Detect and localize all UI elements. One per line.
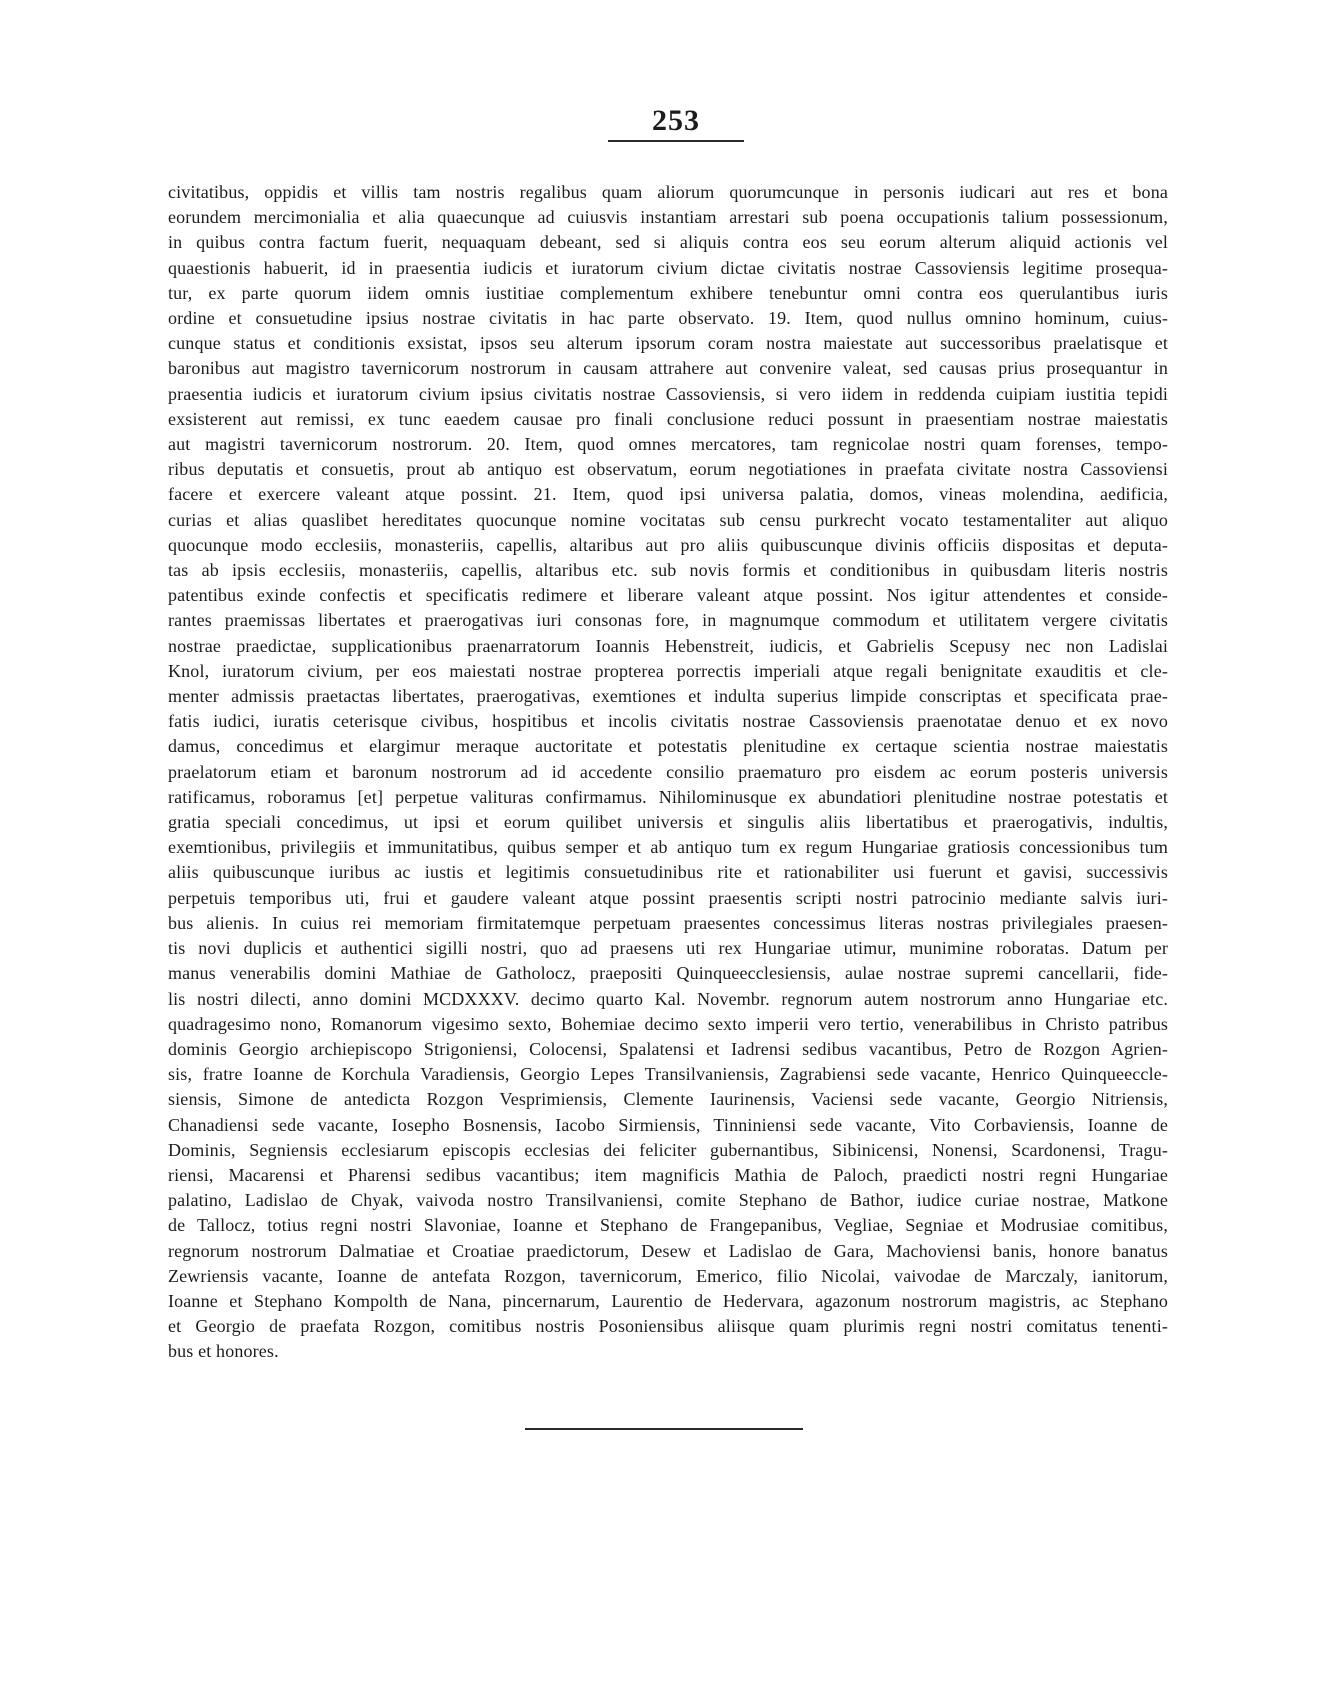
text-line: Zewriensis vacante, Ioanne de antefata Rozgon, tavernicorum, Emerico, filio Nicolai, vaivodae de Marczaly, ianitorum, bbox=[168, 1265, 1168, 1286]
text-line: riensi, Macarensi et Pharensi sedibus vacantibus; item magnificis Mathia de Paloch, praedicti nostri regni Hungariae bbox=[168, 1164, 1168, 1185]
text-line: civitatibus, oppidis et villis tam nostris regalibus quam aliorum quorumcunque in personis iudicari aut res et bona bbox=[168, 182, 1168, 202]
text-line: dominis Georgio archiepiscopo Strigoniensi, Colocensi, Spalatensi et Iadrensi sedibus vacantibus, Petro de Rozgon Agrien- bbox=[168, 1038, 1168, 1059]
closing-rule bbox=[525, 1428, 803, 1430]
text-line: eorundem mercimonialia et alia quaecunque ad cuiusvis instantiam arrestari sub poena occupationis talium possessionum, bbox=[168, 207, 1168, 228]
text-line: regnorum nostrorum Dalmatiae et Croatiae praedictorum, Desew et Ladislao de Gara, Machoviensi banis, honore banatus bbox=[168, 1240, 1168, 1261]
text-line: quocunque modo ecclesiis, monasteriis, capellis, altaribus aut pro aliis quibuscunque divinis officiis dispositas et deputa- bbox=[168, 534, 1168, 555]
page-number: 253 bbox=[652, 104, 700, 137]
text-line: Knol, iuratorum civium, per eos maiestati nostrae propterea porrectis imperiali atque regali benignitate exauditis et cle- bbox=[168, 660, 1168, 681]
text-line: tis novi duplicis et authentici sigilli nostri, quo ad praesens uti rex Hungariae utimur, munimine roboratas. Datum per bbox=[168, 938, 1168, 959]
text-line: tur, ex parte quorum iidem omnis iustitiae complementum exhibere tenebuntur omni contra eos querulantibus iuris bbox=[168, 282, 1168, 303]
text-line: tas ab ipsis ecclesiis, monasteriis, capellis, altaribus etc. sub novis formis et conditionibus in quibusdam literis nostris bbox=[168, 560, 1168, 581]
text-line: sis, fratre Ioanne de Korchula Varadiensis, Georgio Lepes Transilvaniensis, Zagrabiensi sede vacante, Henrico Quinqueeccle- bbox=[168, 1064, 1168, 1085]
text-line: quadragesimo nono, Romanorum vigesimo sexto, Bohemiae decimo sexto imperii vero tertio, venerabilibus in Christo patribus bbox=[168, 1013, 1168, 1034]
text-line: bus et honores. bbox=[168, 1341, 279, 1362]
text-line: baronibus aut magistro tavernicorum nostrorum in causam attrahere aut convenire valeat, sed causas prius prosequantur in bbox=[168, 358, 1168, 379]
text-line: praesentia iudicis et iuratorum civium ipsius civitatis nostrae Cassoviensis, si vero iidem in reddenda cuipiam iustitia tepidi bbox=[168, 383, 1168, 404]
text-line: cunque status et conditionis exsistat, ipsos seu alterum ipsorum coram nostra maiestate aut successoribus praelatisque et bbox=[168, 333, 1168, 354]
text-line: ribus deputatis et consuetis, prout ab antiquo est observatum, eorum negotiationes in praefata civitate nostra Cassoviensi bbox=[168, 459, 1168, 480]
text-line: bus alienis. In cuius rei memoriam firmitatemque perpetuam praesentes concessimus literas nostras privilegiales praesen- bbox=[168, 912, 1168, 933]
text-line: ratificamus, roboramus [et] perpetue valituras confirmamus. Nihilominusque ex abundatiori plenitudine nostrae potestatis et bbox=[168, 786, 1168, 807]
text-line: ordine et consuetudine ipsius nostrae civitatis in hac parte observato. 19. Item, quod nullus omnino hominum, cuius- bbox=[168, 308, 1168, 329]
text-line: facere et exercere valeant atque possint. 21. Item, quod ipsi universa palatia, domos, vineas molendina, aedificia, bbox=[168, 484, 1168, 505]
text-line: fatis iudici, iuratis ceterisque civibus, hospitibus et incolis civitatis nostrae Cassoviensis praenotatae denuo et ex novo bbox=[168, 711, 1168, 732]
text-line: Chanadiensi sede vacante, Iosepho Bosnensis, Iacobo Sirmiensis, Tinniniensi sede vacante, Vito Corbaviensis, Ioanne de bbox=[168, 1114, 1168, 1135]
text-line: nostrae praedictae, supplicationibus praenarratorum Ioannis Hebenstreit, iudicis, et Gabrielis Scepusy nec non Ladislai bbox=[168, 635, 1168, 656]
text-line: de Tallocz, totius regni nostri Slavoniae, Ioanne et Stephano de Frangepanibus, Vegliae, Segniae et Modrusiae comitibus, bbox=[168, 1215, 1168, 1236]
text-line: lis nostri dilecti, anno domini MCDXXXV. decimo quarto Kal. Novembr. regnorum autem nostrorum anno Hungariae etc. bbox=[168, 988, 1168, 1009]
header-rule bbox=[608, 140, 744, 142]
text-line: exsisterent aut remissi, ex tunc eaedem causae pro finali conclusione reduci possunt in praesentiam nostrae maiestatis bbox=[168, 408, 1168, 429]
text-line: praelatorum etiam et baronum nostrorum ad id accedente consilio praematuro pro eisdem ac eorum posteris universis bbox=[168, 761, 1168, 782]
text-line: manus venerabilis domini Mathiae de Gatholocz, praepositi Quinqueecclesiensis, aulae nostrae supremi cancellarii, fide- bbox=[168, 963, 1168, 984]
text-line: quaestionis habuerit, id in praesentia iudicis et iuratorum civium dictae civitatis nostrae Cassoviensis legitime prosequa- bbox=[168, 257, 1168, 278]
text-line: siensis, Simone de antedicta Rozgon Vesprimiensis, Clemente Iaurinensis, Vaciensi sede vacante, Georgio Nitriensis, bbox=[168, 1089, 1168, 1110]
text-line: Dominis, Segniensis ecclesiarum episcopis ecclesias dei feliciter gubernantibus, Sibinicensi, Nonensi, Scardonensi, Tragu- bbox=[168, 1139, 1168, 1160]
text-line: gratia speciali concedimus, ut ipsi et eorum quilibet universis et singulis aliis libertatibus et praerogativis, indultis, bbox=[168, 812, 1168, 833]
text-line: et Georgio de praefata Rozgon, comitibus nostris Posoniensibus aliisque quam plurimis regni nostri comitatus tenenti- bbox=[168, 1316, 1168, 1337]
text-line: in quibus contra factum fuerit, nequaquam debeant, sed si aliquis contra eos seu eorum alterum aliquid actionis vel bbox=[168, 232, 1168, 253]
text-line: perpetuis temporibus uti, frui et gaudere valeant atque possint praesentis scripti nostri patrocinio mediante salvis iuri- bbox=[168, 887, 1168, 908]
body-text bbox=[168, 180, 1168, 1365]
text-line: menter admissis praetactas libertates, praerogativas, exemtiones et indulta superius limpide conscriptas et specificata prae- bbox=[168, 686, 1168, 707]
text-line: exemtionibus, privilegiis et immunitatibus, quibus semper et ab antiquo tum ex regum Hungariae gratiosis concessionibus tum bbox=[168, 837, 1168, 858]
text-line: curias et alias quaslibet hereditates quocunque nomine vocitatas sub censu purkrecht vocato testamentaliter aut aliquo bbox=[168, 509, 1168, 530]
text-line: patentibus exinde confectis et specificatis redimere et liberare valeant atque possint. Nos igitur attendentes et conside- bbox=[168, 585, 1168, 606]
text-line: damus, concedimus et elargimur meraque auctoritate et potestatis plenitudine ex certaque scientia nostrae maiestatis bbox=[168, 736, 1168, 757]
text-line: Ioanne et Stephano Kompolth de Nana, pincernarum, Laurentio de Hedervara, agazonum nostrorum magistris, ac Stephano bbox=[168, 1290, 1168, 1311]
text-line: aliis quibuscunque iuribus ac iustis et legitimis consuetudinibus rite et rationabiliter usi fuerunt et gavisi, successivis bbox=[168, 862, 1168, 883]
text-line: aut magistri tavernicorum nostrorum. 20. Item, quod omnes mercatores, tam regnicolae nostri quam forenses, tempo- bbox=[168, 434, 1168, 455]
text-line: rantes praemissas libertates et praerogativas iuri consonas fore, in magnumque commodum et utilitatem vergere civitatis bbox=[168, 610, 1168, 631]
text-line: palatino, Ladislao de Chyak, vaivoda nostro Transilvaniensi, comite Stephano de Bathor, iudice curiae nostrae, Matkone bbox=[168, 1190, 1168, 1211]
